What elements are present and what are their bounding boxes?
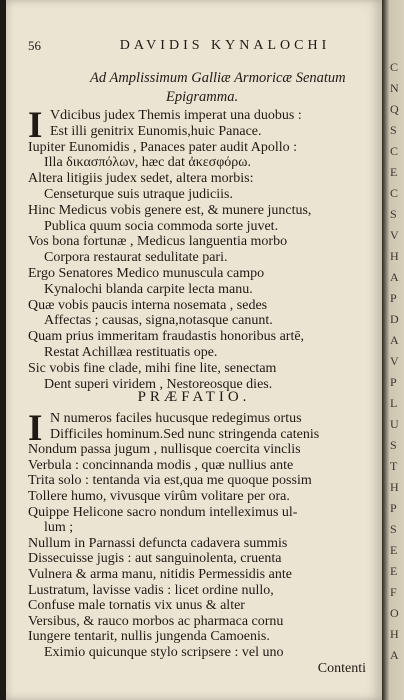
poem-line: Dent superi viridem , Nestoreosque dies. xyxy=(44,376,273,392)
poem-line: Quam prius immeritam fraudastis honoribus artē, xyxy=(28,329,305,345)
next-page-letter: C xyxy=(390,60,399,74)
preface-line: Difficiles hominum.Sed nunc stringenda catenis xyxy=(50,426,320,442)
poem-line: Restat Achillæa restituatis ope. xyxy=(44,344,218,360)
poem-line: Vdicibus judex Themis imperat una duobus : xyxy=(50,108,302,123)
next-page-letter: N xyxy=(390,81,399,95)
poem-line: Sic vobis fine clade, mihi fine lite, senectam xyxy=(28,360,277,376)
preface-line: Nullum in Parnassi defuncta cadavera summis xyxy=(28,535,288,551)
catchword: Contenti xyxy=(317,660,366,676)
preface-line: Quippe Helicone sacro nondum intelleximus ul- xyxy=(28,504,298,520)
next-page-letter: V xyxy=(390,228,399,242)
next-page-letter: S xyxy=(390,438,397,452)
preface-line: N numeros faciles hucusque redegimus ortus xyxy=(50,411,302,426)
poem-line: Affectas ; causas, signa,notasque canunt. xyxy=(44,313,273,329)
poem-line: Ergo Senatores Medico munuscula campo xyxy=(28,265,265,281)
poem-subtitle: Epigramma. xyxy=(166,89,239,105)
next-page-letter: S xyxy=(390,522,397,536)
poem-line: Quæ vobis paucis interna nosemata , sedes xyxy=(28,297,268,313)
poem-line: Censeturque suis utraque judiciis. xyxy=(44,186,233,202)
next-page-letter: O xyxy=(390,606,399,620)
running-head: DAVIDIS KYNALOCHI xyxy=(119,38,331,53)
next-page-letter: C xyxy=(390,186,399,200)
preface-line: Eximio quicunque stylo scripsere : vel uno xyxy=(44,644,284,660)
poem-line: Kynalochi blanda carpite lecta manu. xyxy=(44,281,253,297)
preface-line: Versibus, & rauco morbos ac pharmaca cornu xyxy=(28,613,284,629)
preface-heading: PRÆFATIO. xyxy=(137,389,251,405)
next-page-letter: A xyxy=(390,270,399,284)
poem-line: Corpora restaurat sedulitate pari. xyxy=(44,250,228,266)
next-page-letter: P xyxy=(390,501,397,515)
page-header xyxy=(28,38,370,58)
poem-line: Altera litigiis judex sedet, altera morbis: xyxy=(28,171,254,187)
preface-line: lum ; xyxy=(44,520,74,536)
next-page-letter: P xyxy=(390,375,397,389)
preface-line: Verbula : concinnanda modis , quæ nullius ante xyxy=(28,457,294,473)
page-number: 56 xyxy=(28,38,41,53)
next-page-letter: U xyxy=(390,417,399,431)
next-page-letter: H xyxy=(390,480,399,494)
poem-title: Ad Amplissimum Galliæ Armoricæ Senatum xyxy=(90,70,346,86)
preface-line: Lustratum, lavisse vadis : licet ordine nullo, xyxy=(28,582,274,598)
preface-line: Trita solo : tentanda via est,qua me quoque possim xyxy=(28,473,312,489)
next-page-letter: E xyxy=(390,564,398,578)
poem-line: Hinc Medicus vobis genere est, & munere junctus, xyxy=(28,202,312,218)
poem-line: Illa δικασπόλων, hæc dat ἀκεσφόρω. xyxy=(44,155,251,171)
poem-dropcap: I xyxy=(28,105,43,146)
preface-line: Iungere tentarit, nullis jungenda Camoenis. xyxy=(28,629,270,645)
preface-body xyxy=(28,408,378,676)
next-page-letter: P xyxy=(390,291,397,305)
next-page-letter: C xyxy=(390,144,399,158)
poem-line: Est illi genitrix Eunomis,huic Panace. xyxy=(50,123,262,139)
poem-line: Vos bona fortunæ , Medicus languentia morbo xyxy=(28,234,288,250)
next-page-letter: E xyxy=(390,543,398,557)
poem-line: Publica quum socia commoda sorte juvet. xyxy=(44,218,279,234)
poem-body xyxy=(28,105,378,392)
preface-line: Vulnera & arma manu, nitidis Permessidis ante xyxy=(28,566,292,582)
preface-line: Dissecuisse jugis : aut sanguinolenta, cruenta xyxy=(28,551,282,567)
next-page-letter: Q xyxy=(390,102,399,116)
next-page-letter: S xyxy=(390,207,397,221)
next-page-letter: V xyxy=(390,354,399,368)
preface-line: Tollere humo, vivusque virûm volitare per ora. xyxy=(28,488,290,504)
next-page-letter: H xyxy=(390,627,399,641)
preface-line: Confuse male tornatis vix unus & alter xyxy=(28,598,245,614)
poem-line: Iupiter Eunomidis , Panaces pater audit Apollo : xyxy=(28,139,298,155)
next-page-letter: A xyxy=(390,333,399,347)
next-page-letter: H xyxy=(390,249,399,263)
next-page-letter: E xyxy=(390,165,398,179)
preface-dropcap: I xyxy=(28,408,43,449)
next-page-letter: F xyxy=(390,585,397,599)
next-page-letter: D xyxy=(390,312,399,326)
next-page-letter: T xyxy=(390,459,398,473)
book-page xyxy=(6,0,382,700)
next-page-letter: A xyxy=(390,648,399,662)
next-page-edge xyxy=(382,0,404,700)
preface-line: Nondum passa jugum , nullisque coercita vinclis xyxy=(28,442,301,458)
next-page-letter: L xyxy=(390,396,398,410)
next-page-letter: S xyxy=(390,123,397,137)
